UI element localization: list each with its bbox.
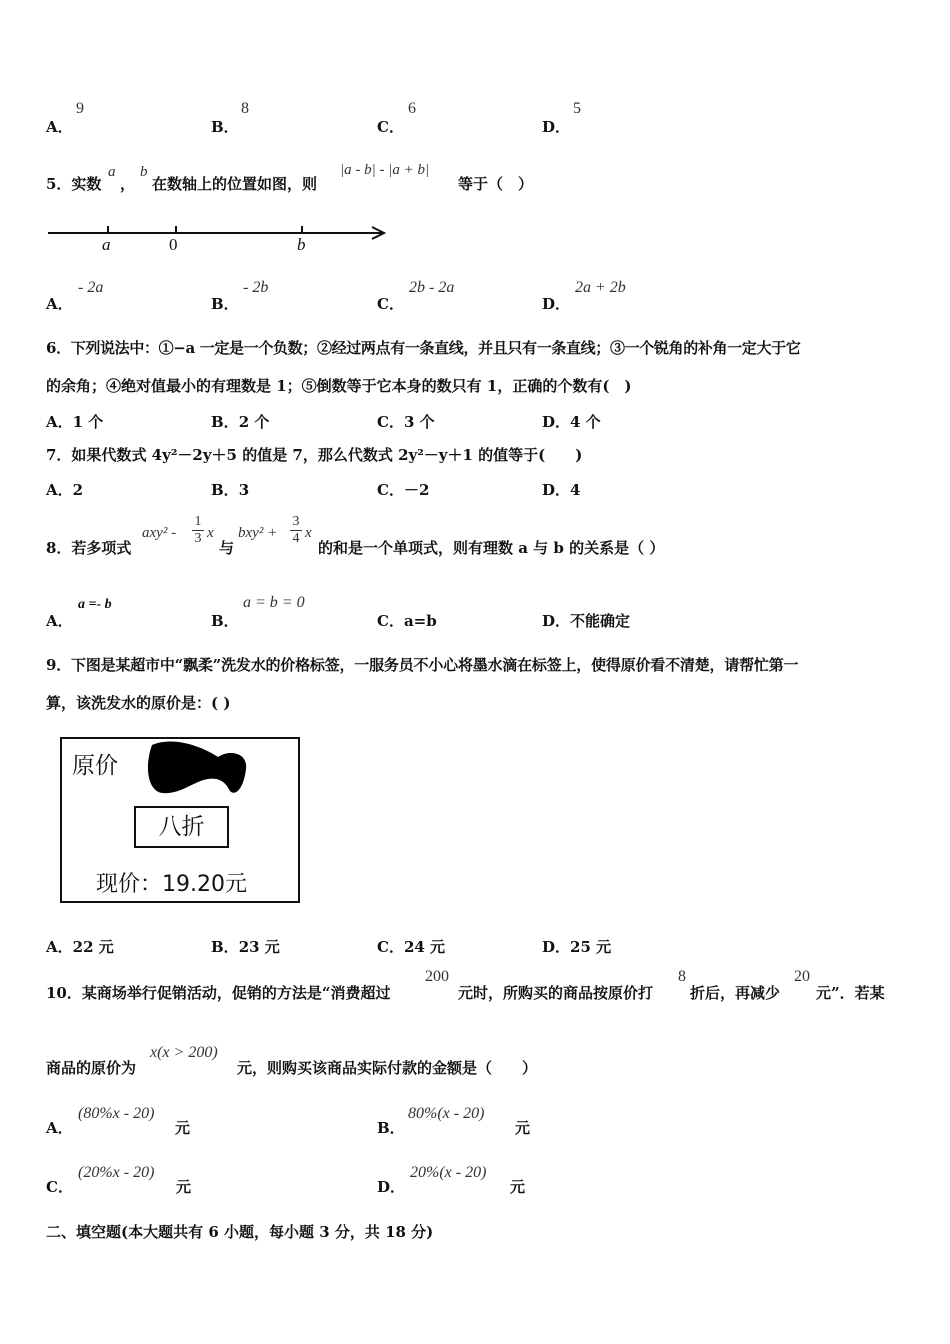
- q10-option-c-value: (20%x - 20): [78, 1164, 155, 1181]
- q5-comma: ，: [120, 175, 136, 193]
- q9-option-a: [46, 936, 114, 957]
- q8-poly2-x: x: [305, 525, 312, 541]
- q10-line2-prefix: 商品的原价为: [46, 1059, 137, 1077]
- q6-option-b: [211, 411, 269, 432]
- q8-fraction-2-numerator: 3: [290, 514, 302, 531]
- q6-option-b-value: 2 个: [238, 413, 270, 431]
- q10-line2-suffix: 元，则购买该商品实际付款的金额是（ ）: [237, 1059, 538, 1077]
- q8-option-d-value: 不能确定: [570, 612, 631, 630]
- q7-option-a: [46, 479, 83, 500]
- q5-option-a-value: - 2a: [78, 279, 104, 296]
- q8-option-d-label: D．: [542, 612, 571, 630]
- q9-option-c-label: C．: [377, 938, 404, 956]
- q8-suffix: 的和是一个单项式，则有理数 a 与 b 的关系是（ ）: [318, 539, 665, 557]
- q5-var-a: a: [108, 164, 116, 180]
- q6-option-d: [542, 411, 601, 432]
- q10-option-c-unit: 元: [176, 1178, 192, 1196]
- q5-expression: |a - b| - |a + b|: [340, 162, 430, 178]
- q9-option-d-label: D．: [542, 938, 571, 956]
- q6-option-a-label: A．: [46, 413, 73, 431]
- q4-option-a-value: 9: [76, 100, 84, 117]
- q8-option-b-value: a = b = 0: [243, 594, 305, 611]
- q10-text-part4: 元”．若某: [816, 984, 885, 1002]
- q7-option-b-label: B．: [211, 481, 239, 499]
- q5-option-b-label: B．: [211, 295, 239, 313]
- q5-option-d-value: 2a + 2b: [575, 279, 626, 296]
- q9-text-line2: 算，该洗发水的原价是：( ): [46, 694, 231, 712]
- q6-text-line2: 的余角；④绝对值最小的有理数是 1；⑤倒数等于它本身的数只有 1，正确的个数有( ): [46, 377, 632, 395]
- q9-option-b: [211, 936, 280, 957]
- q10-text-part3: 折后，再减少: [690, 984, 781, 1002]
- q10-option-a-unit: 元: [175, 1119, 191, 1137]
- current-price: 现价：19.20元: [96, 872, 247, 897]
- q4-option-c-label: C．: [377, 118, 404, 136]
- q10-price-expression: x(x > 200): [150, 1044, 218, 1061]
- q9-option-b-value: 23 元: [238, 938, 280, 956]
- q10-text-part1: 10．某商场举行促销活动，促销的方法是“消费超过: [46, 984, 391, 1002]
- q10-option-c-label: C．: [46, 1178, 73, 1196]
- q5-option-d-label: D．: [542, 295, 571, 313]
- q8-option-c-value: a=b: [403, 612, 437, 630]
- q8-fraction-1-numerator: 1: [192, 514, 204, 531]
- q10-number-8: 8: [678, 968, 686, 985]
- q10-option-a-label: A．: [46, 1119, 73, 1137]
- q8-fraction-2-denominator: 4: [292, 531, 300, 546]
- discount-label: 八折: [158, 814, 205, 840]
- q10-option-d-value: 20%(x - 20): [410, 1164, 487, 1181]
- q5-option-a-label: A．: [46, 295, 73, 313]
- q10-option-a-value: (80%x - 20): [78, 1105, 155, 1122]
- q6-text-line1: 6．下列说法中：①−a 一定是一个负数；②经过两点有一条直线，并且只有一条直线；③一个锐角的补角一定大于它: [46, 339, 801, 357]
- q9-option-d-value: 25 元: [570, 938, 612, 956]
- price-tag-original-label: 原价: [72, 753, 118, 779]
- q10-number-20: 20: [794, 968, 810, 985]
- ink-blot: [146, 739, 250, 801]
- q7-option-d-value: 4: [570, 481, 581, 499]
- q8-poly1-term: axy² -: [142, 525, 177, 541]
- q8-poly1-x: x: [207, 525, 214, 541]
- q7-text: 7．如果代数式 4y²－2y＋5 的值是 7，那么代数式 2y²－y＋1 的值等于( ): [46, 446, 583, 464]
- q7-option-c-value: －2: [403, 481, 430, 499]
- q7-option-a-value: 2: [72, 481, 84, 499]
- q8-fraction-2: [290, 514, 302, 547]
- q7-option-d-label: D．: [542, 481, 571, 499]
- q6-option-c-label: C．: [377, 413, 404, 431]
- q4-option-b-label: B．: [211, 118, 239, 136]
- axis-label-b: b: [297, 235, 306, 254]
- q9-option-d: [542, 936, 611, 957]
- q4-option-d-value: 5: [573, 100, 581, 117]
- price-tag: [60, 737, 300, 903]
- q10-option-b-value: 80%(x - 20): [408, 1105, 485, 1122]
- q10-option-d-unit: 元: [510, 1178, 526, 1196]
- q8-option-d: [542, 610, 630, 631]
- q5-prefix: 5．实数: [46, 175, 102, 193]
- q10-number-200: 200: [425, 968, 449, 985]
- q7-option-d: [542, 479, 580, 500]
- q6-option-a-value: 1 个: [72, 413, 104, 431]
- q6-option-d-value: 4 个: [570, 413, 601, 431]
- q9-option-a-value: 22 元: [72, 938, 114, 956]
- q5-var-b: b: [140, 164, 148, 180]
- q4-option-a-label: A．: [46, 118, 73, 136]
- q5-option-c-label: C．: [377, 295, 404, 313]
- q8-fraction-1-denominator: 3: [194, 531, 202, 546]
- q8-option-a-value: a =- b: [78, 597, 112, 612]
- axis-label-zero: 0: [169, 235, 178, 254]
- q6-option-b-label: B．: [211, 413, 239, 431]
- q7-option-c: [377, 479, 429, 500]
- q5-option-c-value: 2b - 2a: [409, 279, 455, 296]
- discount-box: [134, 806, 229, 848]
- q7-option-b: [211, 479, 249, 500]
- number-line-figure: [46, 220, 391, 258]
- q10-text-part2: 元时，所购买的商品按原价打: [458, 984, 654, 1002]
- q8-option-a-label: A．: [46, 612, 73, 630]
- q6-option-c: [377, 411, 435, 432]
- q4-option-b-value: 8: [241, 100, 249, 117]
- ink-blot-shape: [148, 742, 246, 794]
- q10-option-b-label: B．: [377, 1119, 405, 1137]
- q8-poly2-term: bxy² +: [238, 525, 278, 541]
- q9-text-line1: 9．下图是某超市中“飘柔”洗发水的价格标签，一服务员不小心将墨水滴在标签上，使得原价看不清楚，请帮忙第一: [46, 656, 799, 674]
- q9-option-b-label: B．: [211, 938, 239, 956]
- q6-option-d-label: D．: [542, 413, 571, 431]
- q4-option-c-value: 6: [408, 100, 416, 117]
- q10-option-b-unit: 元: [515, 1119, 531, 1137]
- section-2-heading: 二、填空题(本大题共有 6 小题，每小题 3 分，共 18 分): [46, 1223, 434, 1241]
- q9-option-c-value: 24 元: [403, 938, 446, 956]
- q6-option-c-value: 3 个: [403, 413, 435, 431]
- q8-option-c-label: C．: [377, 612, 404, 630]
- q4-option-d-label: D．: [542, 118, 571, 136]
- q9-option-a-label: A．: [46, 938, 73, 956]
- q7-option-b-value: 3: [238, 481, 250, 499]
- q8-fraction-1: [192, 514, 204, 547]
- q5-mid-text: 在数轴上的位置如图，则: [152, 175, 318, 193]
- q7-option-c-label: C．: [377, 481, 404, 499]
- q9-option-c: [377, 936, 445, 957]
- q8-option-b-label: B．: [211, 612, 239, 630]
- q10-option-d-label: D．: [377, 1178, 406, 1196]
- q5-suffix: 等于（ ）: [458, 175, 534, 193]
- axis-label-a: a: [102, 235, 111, 254]
- q8-prefix: 8．若多项式: [46, 539, 132, 557]
- q8-and: 与: [219, 539, 235, 557]
- q5-option-b-value: - 2b: [243, 279, 269, 296]
- q7-option-a-label: A．: [46, 481, 73, 499]
- q8-option-c: [377, 610, 437, 631]
- q6-option-a: [46, 411, 103, 432]
